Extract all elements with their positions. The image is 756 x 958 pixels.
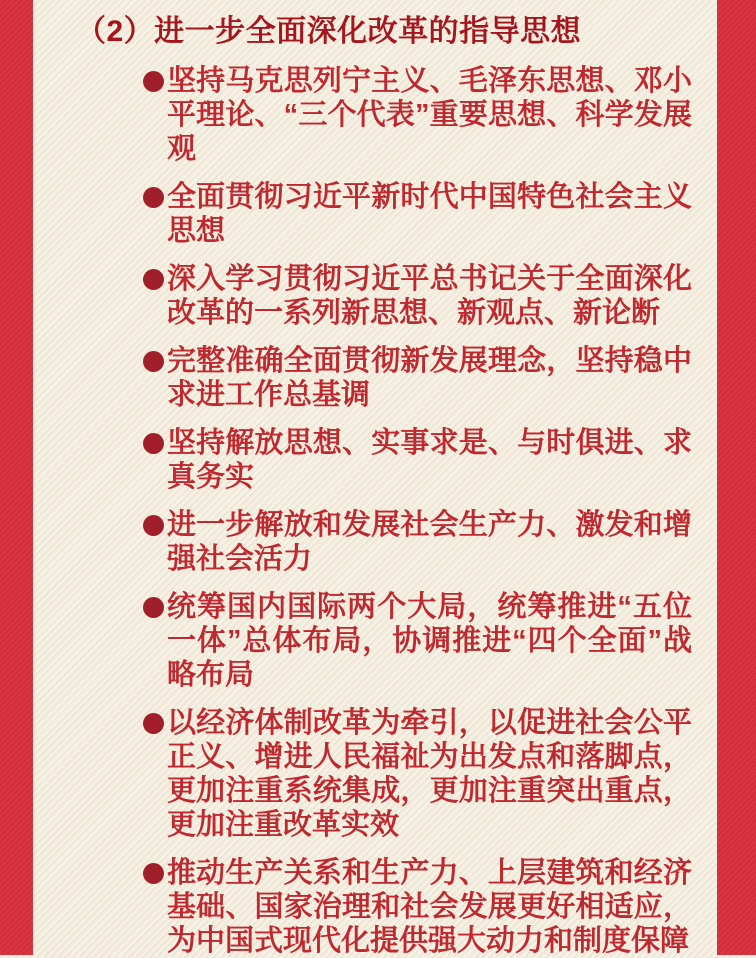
bullet-dot-icon <box>143 187 164 208</box>
bullet-dot-icon <box>143 597 164 618</box>
list-item-text: 以经济体制改革为牵引，以促进社会公平正义、增进人民福祉为出发点和落脚点，更加注重系统集成，更加注重突出重点，更加注重改革实效 <box>167 707 692 841</box>
left-red-border <box>0 0 33 955</box>
list-item <box>143 706 692 842</box>
bullet-dot-icon <box>143 433 164 454</box>
list-item-text: 统筹国内国际两个大局，统筹推进“五位一体”总体布局，协调推进“四个全面”战略布局 <box>167 591 692 691</box>
list-item <box>143 508 692 576</box>
list-item <box>143 590 692 692</box>
bullet-list <box>76 64 692 958</box>
bullet-dot-icon <box>143 515 164 536</box>
list-item-text: 坚持解放思想、实事求是、与时俱进、求真务实 <box>167 427 692 493</box>
bullet-dot-icon <box>143 351 164 372</box>
bullet-dot-icon <box>143 863 164 884</box>
list-item-text: 进一步解放和发展社会生产力、激发和增强社会活力 <box>167 509 692 575</box>
list-item <box>143 426 692 494</box>
bullet-dot-icon <box>143 713 164 734</box>
list-item <box>143 344 692 412</box>
bullet-dot-icon <box>143 71 164 92</box>
list-item-text: 坚持马克思列宁主义、毛泽东思想、邓小平理论、“三个代表”重要思想、科学发展观 <box>167 65 692 165</box>
section-heading: （2）进一步全面深化改革的指导思想 <box>76 15 582 48</box>
list-item-text: 完整准确全面贯彻新发展理念，坚持稳中求进工作总基调 <box>167 345 692 411</box>
content-area <box>33 0 717 955</box>
right-red-border <box>717 0 756 955</box>
list-item <box>143 180 692 248</box>
list-item <box>143 856 692 958</box>
list-item-text: 深入学习贯彻习近平总书记关于全面深化改革的一系列新思想、新观点、新论断 <box>167 263 692 329</box>
list-item-text: 推动生产关系和生产力、上层建筑和经济基础、国家治理和社会发展更好相适应，为中国式现代化提供强大动力和制度保障 <box>167 857 692 957</box>
list-item-text: 全面贯彻习近平新时代中国特色社会主义思想 <box>167 181 692 247</box>
list-item <box>143 64 692 166</box>
bullet-dot-icon <box>143 269 164 290</box>
list-item <box>143 262 692 330</box>
